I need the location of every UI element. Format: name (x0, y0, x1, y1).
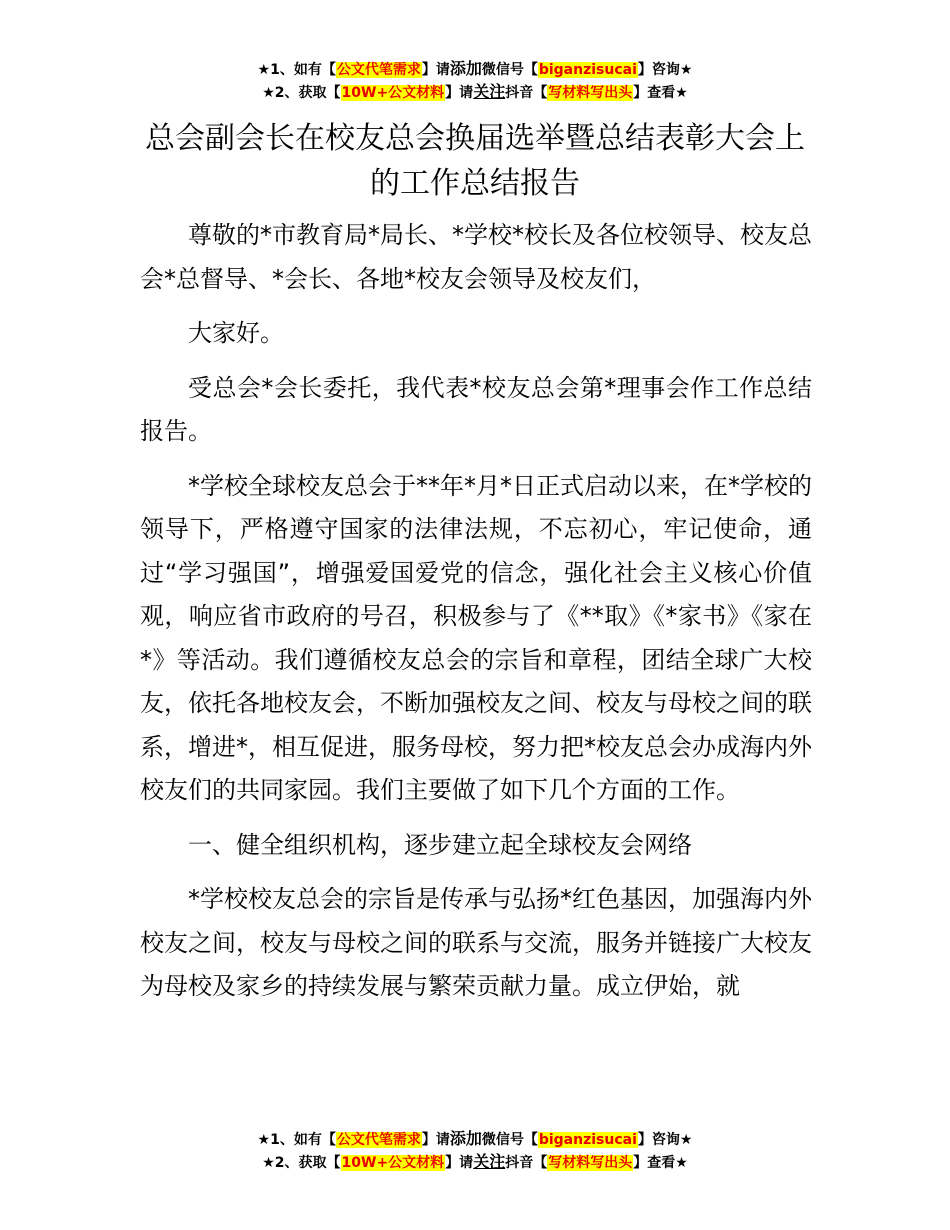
document-body (140, 214, 812, 1020)
banner-text: 抖音【 (505, 85, 548, 101)
banner-text: 】请 (421, 62, 450, 78)
banner-text: 微信号【 (481, 1132, 538, 1148)
paragraph: *学校全球校友总会于**年*月*日正式启动以来，在*学校的领导下，严格遵守国家的法律法规，不忘初心，牢记使命，通过“学习强国”，增强爱国爱党的信念，强化社会主义核心价值观，响应省市政府的号召，积极参与了《**取》《*家书》《家在*》等活动。我们遵循校友总会的宗旨和章程，团结全球广大校友，依托各地校友会，不断加强校友之间、校友与母校之间的联系，增进*，相互促进，服务母校，努力把*校友总会办成海内外校友们的共同家园。我们主要做了如下几个方面的工作。 (140, 471, 812, 804)
greeting: 大家好。 (188, 319, 284, 347)
banner-emphasis: 关注 (473, 1152, 506, 1171)
banner-line-1 (0, 1128, 950, 1151)
banner-text: 抖音【 (505, 1155, 548, 1171)
banner-line-2 (0, 81, 950, 104)
banner-text: 】请 (421, 1132, 450, 1148)
banner-text: 】请 (445, 1155, 474, 1171)
banner-emphasis: 添加 (449, 59, 482, 78)
highlight-service: 公文代笔需求 (336, 62, 421, 78)
highlight-wechat-id: biganzisucai (538, 62, 637, 78)
banner-text: 】咨询★ (637, 1132, 693, 1148)
banner-text: 】请 (445, 85, 474, 101)
footer-banner (0, 1128, 950, 1174)
highlight-materials: 10W+公文材料 (341, 1155, 445, 1171)
highlight-douyin-account: 写材料写出头 (548, 85, 633, 101)
banner-text: 】咨询★ (637, 62, 693, 78)
banner-line-2 (0, 1151, 950, 1174)
highlight-wechat-id: biganzisucai (538, 1132, 637, 1148)
banner-emphasis: 关注 (473, 82, 506, 101)
highlight-service: 公文代笔需求 (336, 1132, 421, 1148)
highlight-douyin-account: 写材料写出头 (548, 1155, 633, 1171)
header-banner (0, 58, 950, 104)
banner-text: 微信号【 (481, 62, 538, 78)
banner-emphasis: 添加 (449, 1129, 482, 1148)
banner-text: ★1、如有【 (257, 62, 336, 78)
salutation: 尊敬的*市教育局*局长、*学校*校长及各位校领导、校友总会*总督导、*会长、各地*校友会领导及校友们， (140, 221, 812, 293)
section-heading: 一、健全组织机构，逐步建立起全球校友会网络 (188, 830, 692, 859)
banner-text: ★2、获取【 (262, 1155, 341, 1171)
document-title: 总会副会长在校友总会换届选举暨总结表彰大会上的工作总结报告 (145, 121, 805, 201)
paragraph: *学校校友总会的宗旨是传承与弘扬*红色基因，加强海内外校友之间，校友与母校之间的联系与交流，服务并链接广大校友为母校及家乡的持续发展与繁荣贡献力量。成立伊始，就 (140, 885, 812, 1000)
banner-text: 】查看★ (633, 85, 688, 101)
banner-line-1 (0, 58, 950, 81)
highlight-materials: 10W+公文材料 (341, 85, 445, 101)
banner-text: ★2、获取【 (262, 85, 341, 101)
banner-text: 】查看★ (633, 1155, 688, 1171)
paragraph: 受总会*会长委托，我代表*校友总会第*理事会作工作总结报告。 (140, 373, 812, 445)
banner-text: ★1、如有【 (257, 1132, 336, 1148)
